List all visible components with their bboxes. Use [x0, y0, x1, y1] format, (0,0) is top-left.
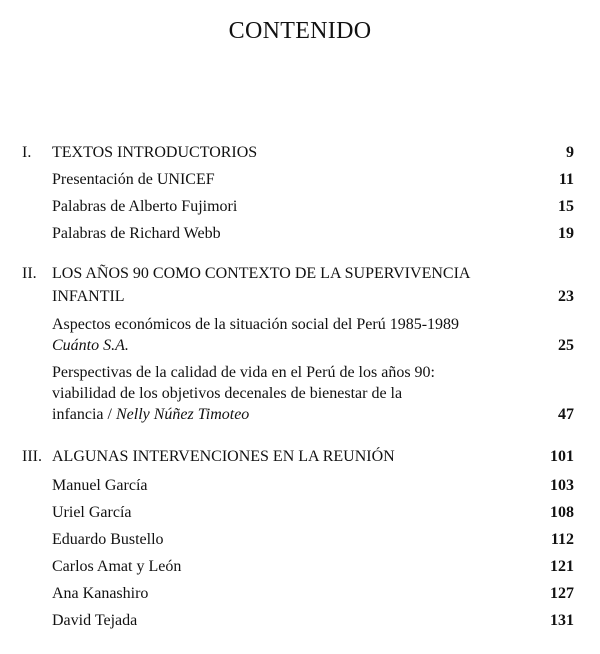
page-number: 101: [550, 448, 574, 465]
toc-entry: Palabras de Alberto Fujimori: [52, 198, 238, 215]
page-number: 112: [550, 531, 574, 548]
toc-entry: Eduardo Bustello: [52, 531, 164, 548]
entry-author: Cuánto S.A.: [52, 337, 129, 354]
section-heading: TEXTOS INTRODUCTORIOS: [52, 144, 258, 161]
toc-entry: Ana Kanashiro: [52, 585, 149, 602]
toc-entry-continued: viabilidad de los objetivos decenales de bienestar de la: [52, 385, 403, 402]
toc-entry: Carlos Amat y León: [52, 558, 182, 575]
page-number: 23: [558, 288, 574, 305]
page-number: 103: [550, 477, 574, 494]
section-number: II.: [22, 265, 37, 282]
toc-entry-continued: [52, 405, 249, 425]
section-number: III.: [22, 448, 42, 465]
page-number: 127: [550, 585, 574, 602]
page-number: 15: [558, 198, 574, 215]
section-heading: LOS AÑOS 90 COMO CONTEXTO DE LA SUPERVIVENCIA: [52, 265, 471, 282]
toc-entry: Manuel García: [52, 477, 148, 494]
toc-entry: Perspectivas de la calidad de vida en el Perú de los años 90:: [52, 364, 435, 381]
page-number: 25: [558, 337, 574, 354]
page-number: 19: [558, 225, 574, 242]
toc-entry: Aspectos económicos de la situación social del Perú 1985-1989: [52, 316, 460, 333]
page-number: 131: [550, 612, 574, 629]
page-number: 9: [566, 144, 574, 161]
section-heading-continued: INFANTIL: [52, 288, 125, 305]
toc-entry: Uriel García: [52, 504, 132, 521]
page-number: 121: [550, 558, 574, 575]
page-number: 47: [558, 406, 574, 423]
page-title: CONTENIDO: [228, 18, 372, 44]
toc-entry: Palabras de Richard Webb: [52, 225, 221, 242]
page-number: 11: [558, 171, 574, 188]
toc-entry: Presentación de UNICEF: [52, 171, 215, 188]
entry-author: Nelly Núñez Timoteo: [115, 406, 250, 423]
section-number: I.: [22, 144, 32, 161]
entry-prefix: infancia /: [52, 406, 116, 423]
page-number: 108: [550, 504, 574, 521]
toc-entry: David Tejada: [52, 612, 138, 629]
section-heading: ALGUNAS INTERVENCIONES EN LA REUNIÓN: [52, 448, 395, 465]
